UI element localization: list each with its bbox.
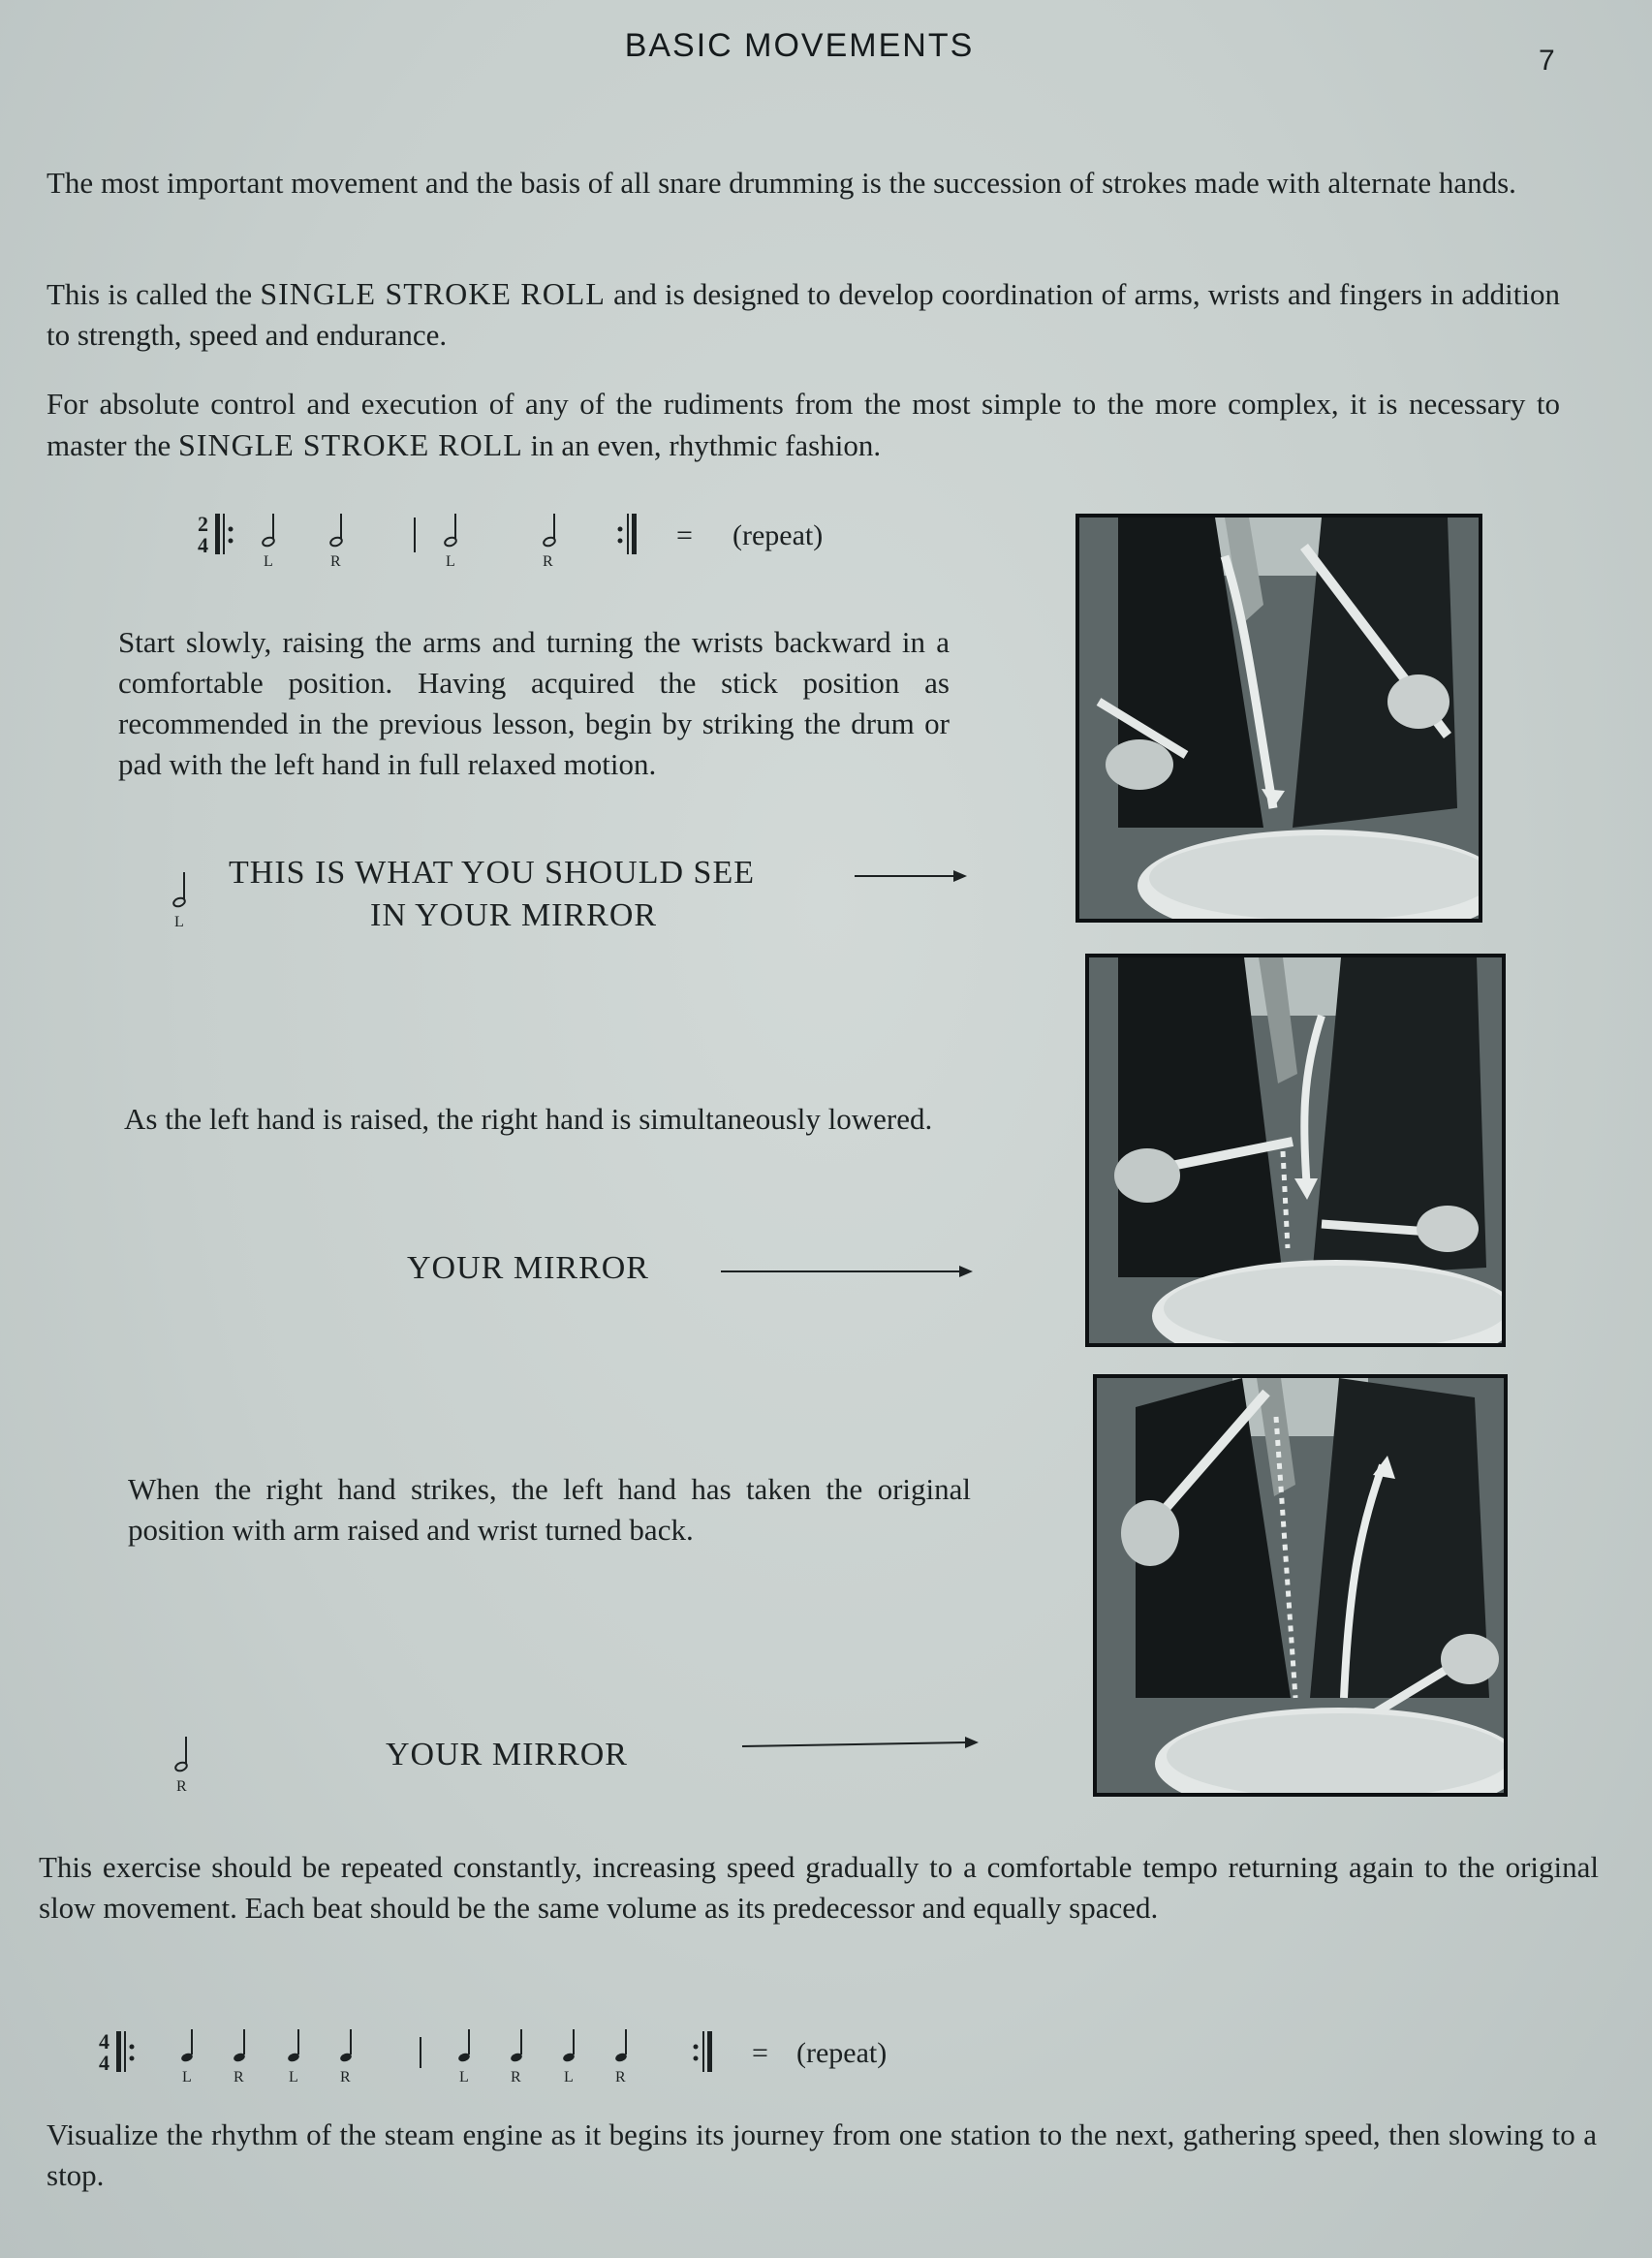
repeat-label: (repeat) [732, 519, 824, 551]
time-signature-4-4 [99, 2029, 135, 2075]
svg-text:2: 2 [198, 512, 208, 536]
svg-text:4: 4 [99, 2051, 109, 2075]
note-b6 [510, 2029, 523, 2086]
single-stroke-roll-term: SINGLE STROKE ROLL [260, 276, 606, 311]
half-note-right [165, 1735, 203, 1803]
photo-3 [1093, 1374, 1508, 1797]
note-b4 [339, 2029, 353, 2086]
intro-paragraph-2-after: and is designed to develop coordination of arms, wrists and fingers in addition to strength, speed and endurance. [47, 277, 1560, 352]
page-title: BASIC MOVEMENTS [624, 27, 975, 64]
step-3-note-label: R [176, 1778, 187, 1795]
svg-text:4: 4 [198, 533, 208, 557]
end-repeat-sign [618, 514, 638, 554]
step-1-note-label: L [174, 914, 184, 930]
note-b1-label: L [182, 2069, 192, 2086]
note-b1 [180, 2029, 194, 2086]
mirror-caption-3: YOUR MIRROR [386, 1737, 628, 1772]
single-stroke-roll-term-2: SINGLE STROKE ROLL [178, 427, 523, 462]
note-label-3: L [446, 553, 455, 570]
arrow-right-icon-3 [740, 1731, 982, 1760]
photo-2 [1085, 954, 1506, 1347]
svg-text:4: 4 [99, 2029, 109, 2054]
half-note-left [163, 870, 202, 938]
music-notation-top-svg [194, 504, 930, 581]
notation-top [194, 504, 930, 572]
note-b4-label: R [340, 2069, 351, 2086]
time-signature-2-4 [198, 512, 234, 557]
equals-sign: = [676, 519, 693, 551]
step-3-text: When the right hand strikes, the left hand has taken the original position with arm raised and wrist turned back. [128, 1472, 971, 1547]
mirror-caption-2: YOUR MIRROR [407, 1250, 649, 1286]
note-b3-label: L [289, 2069, 298, 2086]
repeat-label-bottom: (repeat) [796, 2037, 888, 2069]
note-b8-label: R [615, 2069, 626, 2086]
intro-paragraph-2-before: This is called the [47, 277, 261, 311]
note-3 [444, 514, 457, 570]
note-1 [262, 514, 275, 570]
note-label-1: L [264, 553, 273, 570]
drummer-photo-right-strike-icon [1097, 1378, 1504, 1793]
note-b5 [457, 2029, 471, 2086]
intro-paragraph-3 [47, 384, 1560, 466]
step-3-note [165, 1735, 203, 1803]
note-b3 [287, 2029, 300, 2086]
note-4 [543, 514, 556, 570]
step-2-text: As the left hand is raised, the right hand is simultaneously lowered. [124, 1102, 933, 1136]
mirror-caption-line-2: IN YOUR MIRROR [370, 897, 658, 933]
photo-1 [1075, 514, 1482, 923]
end-repeat-sign-bottom [694, 2031, 713, 2072]
note-label-2: R [330, 553, 341, 570]
notation-bottom [97, 2022, 969, 2089]
equals-sign-bottom: = [752, 2037, 768, 2069]
intro-paragraph-1: The most important movement and the basis of all snare drumming is the succession of strokes made with alternate hands. [47, 166, 1516, 200]
music-notation-bottom-svg [97, 2022, 969, 2099]
note-b7-label: L [564, 2069, 574, 2086]
intro-paragraph-3-after: in an even, rhythmic fashion. [522, 428, 882, 462]
step-1-note [163, 870, 202, 938]
note-b7 [562, 2029, 576, 2086]
arrow-right-icon-2 [719, 1258, 976, 1287]
closing-paragraph-2: Visualize the rhythm of the steam engine as it begins its journey from one station to the next, gathering speed, then slowing to a stop. [47, 2117, 1597, 2192]
mirror-caption-line-1: THIS IS WHAT YOU SHOULD SEE [229, 855, 755, 891]
intro-paragraph-3-before: For absolute control and execution of any of the rudiments from the most simple to the more complex, it is necessary to master the [47, 387, 1560, 462]
note-2 [329, 514, 343, 570]
note-label-4: R [543, 553, 553, 570]
intro-paragraph-2 [47, 273, 1560, 356]
drummer-photo-left-strike-icon [1079, 517, 1479, 919]
step-1-text: Start slowly, raising the arms and turning the wrists backward in a comfortable position. Having acquired the stick position as recommended in the previous lesson, begin by striking the drum or pad with the left hand in full relaxed motion. [118, 625, 950, 781]
note-b6-label: R [511, 2069, 521, 2086]
note-b8 [614, 2029, 628, 2086]
note-b2-label: R [234, 2069, 244, 2086]
note-b5-label: L [459, 2069, 469, 2086]
page-number: 7 [1539, 45, 1555, 77]
drummer-photo-hands-crossing-icon [1089, 957, 1502, 1343]
quarter-notes [180, 2029, 628, 2086]
note-b2 [233, 2029, 246, 2086]
arrow-right-icon [853, 862, 969, 892]
closing-paragraph-1: This exercise should be repeated constantly, increasing speed gradually to a comfortable tempo returning again to the original slow movement. Each beat should be the same volume as its predecessor and equally spaced. [39, 1850, 1599, 1925]
